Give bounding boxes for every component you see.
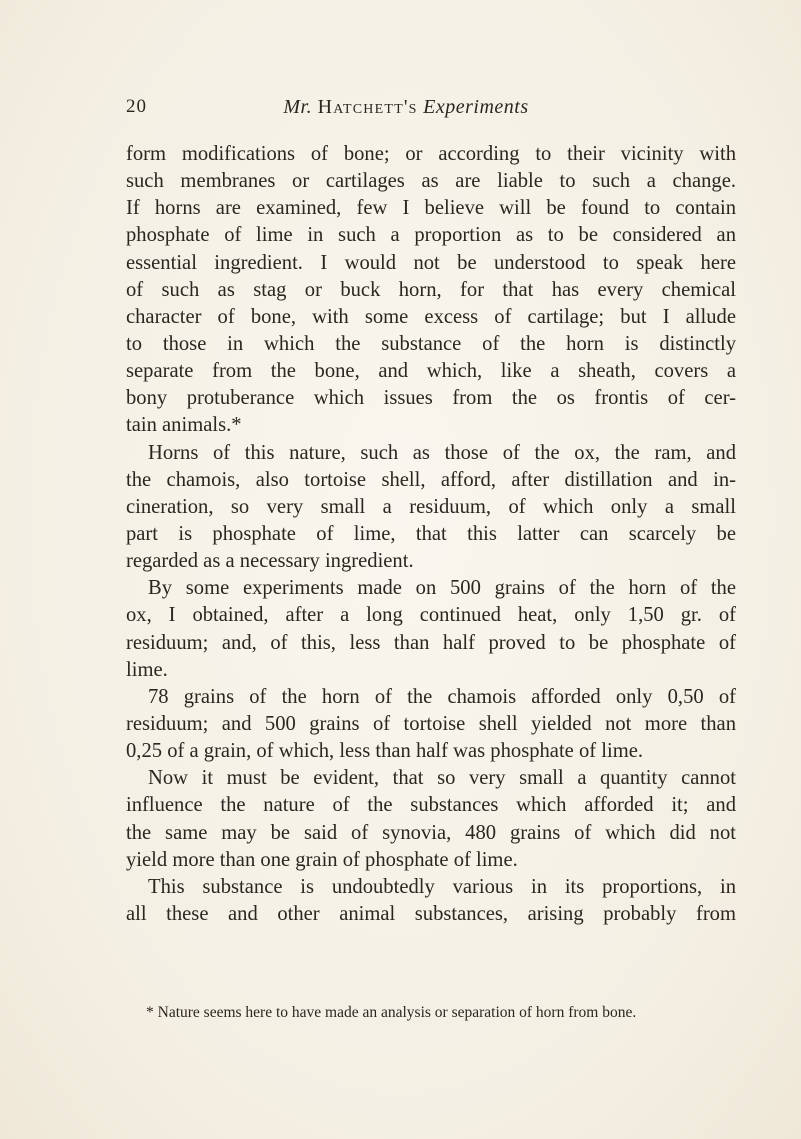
text-line: of such as stag or buck horn, for that has every chemical <box>126 278 736 301</box>
text-line: tain animals.* <box>126 414 242 437</box>
text-line: the chamois, also tortoise shell, afford, after distillation and in- <box>126 468 736 491</box>
text-line: residuum; and 500 grains of tortoise shell yielded not more than <box>126 712 736 735</box>
text-line: 0,25 of a grain, of which, less than half was phosphate of lime. <box>126 740 644 763</box>
text-line: part is phosphate of lime, that this latter can scarcely be <box>126 522 736 545</box>
text-line: Now it must be evident, that so very small a quantity cannot <box>148 767 736 790</box>
text-line: Horns of this nature, such as those of the ox, the ram, and <box>148 441 736 464</box>
text-line: This substance is undoubtedly various in its proportions, in <box>148 875 736 898</box>
page-number: 20 <box>126 96 147 117</box>
text-line: influence the nature of the substances which afforded it; and <box>126 794 736 817</box>
text-line: lime. <box>126 658 168 681</box>
text-line: ox, I obtained, after a long continued heat, only 1,50 gr. of <box>126 604 736 627</box>
text-line: the same may be said of synovia, 480 grains of which did not <box>126 821 736 844</box>
text-line: yield more than one grain of phosphate of lime. <box>126 848 518 871</box>
text-line: If horns are examined, few I believe will be found to contain <box>126 197 736 220</box>
text-line: regarded as a necessary ingredient. <box>126 550 414 573</box>
running-head-experiments: Experiments <box>423 96 529 118</box>
body-text <box>126 141 736 928</box>
running-head-name: Hatchett's <box>317 96 418 118</box>
text-line: 78 grains of the horn of the chamois afforded only 0,50 of <box>148 685 736 708</box>
text-line: By some experiments made on 500 grains of the horn of the <box>148 577 736 600</box>
running-head-mr: Mr. <box>283 96 313 118</box>
text-line: phosphate of lime in such a proportion as to be considered an <box>126 224 736 247</box>
text-line: character of bone, with some excess of cartilage; but I allude <box>126 305 736 328</box>
text-line: residuum; and, of this, less than half proved to be phosphate of <box>126 631 736 654</box>
text-line: to those in which the substance of the horn is distinctly <box>126 332 736 355</box>
text-line: essential ingredient. I would not be understood to speak here <box>126 251 736 274</box>
page-header <box>126 96 686 126</box>
text-line: bony protuberance which issues from the os frontis of cer- <box>126 387 736 410</box>
running-head <box>126 96 686 119</box>
text-line: all these and other animal substances, arising probably from <box>126 902 736 925</box>
text-line: cineration, so very small a residuum, of which only a small <box>126 495 736 518</box>
footnote: * Nature seems here to have made an analysis or separation of horn from bone. <box>146 1004 637 1021</box>
text-line: form modifications of bone; or according to their vicinity with <box>126 143 736 165</box>
text-line: such membranes or cartilages as are liable to such a change. <box>126 170 736 193</box>
text-line: separate from the bone, and which, like a sheath, covers a <box>126 360 736 383</box>
